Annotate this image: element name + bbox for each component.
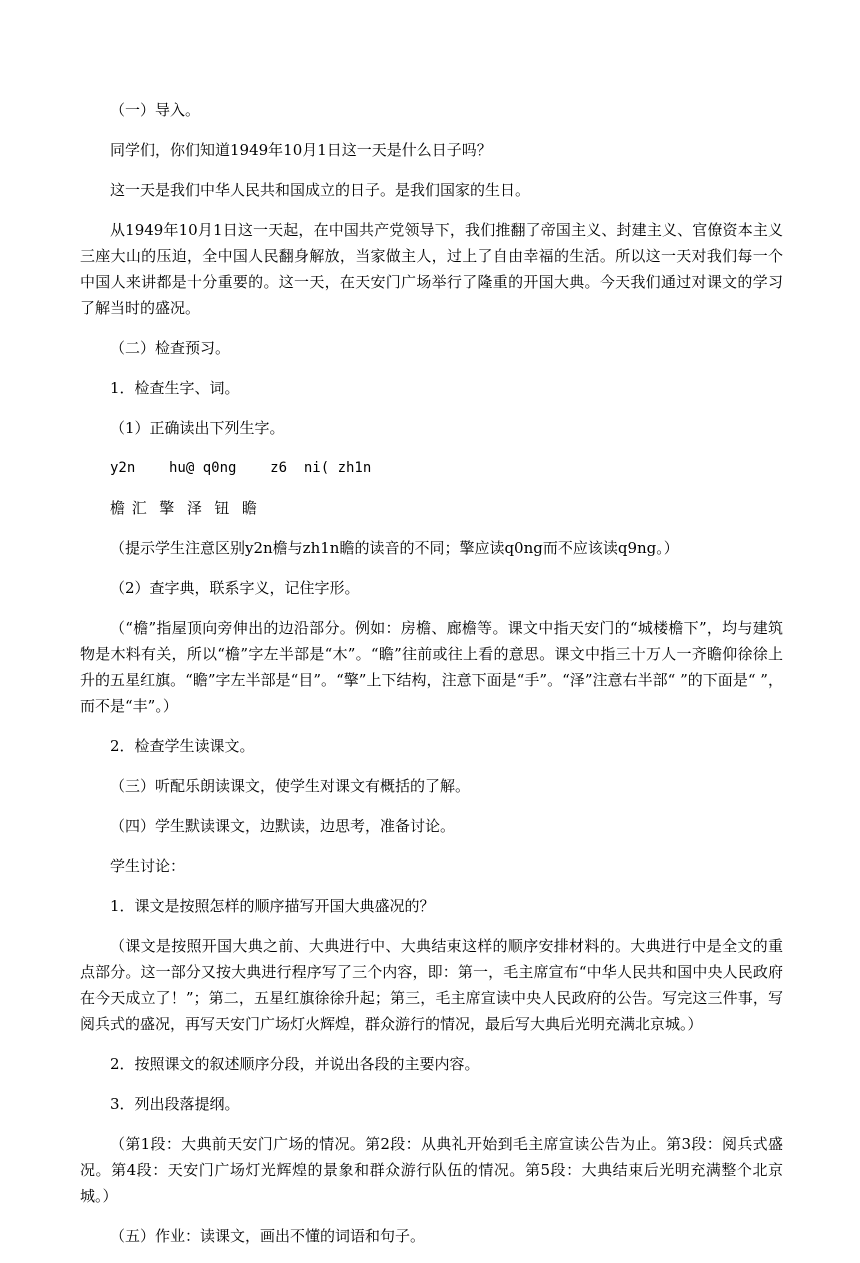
list-item: （1）正确读出下列生字。 (110, 419, 285, 437)
character-line: 檐 汇 擎 泽 钮 瞻 (110, 499, 258, 517)
section-heading-silent-reading: （四）学生默读课文，边默读，边思考，准备讨论。 (110, 817, 456, 835)
document-body (80, 97, 783, 1263)
section-heading-preview: （二）检查预习。 (110, 339, 231, 357)
paragraph: （“檐”指屋顶向旁伸出的边沿部分。例如：房檐、廊檐等。课文中指天安门的“城楼檐下”，均与建筑物是木料有关，所以“檐”字左半部是“木”。“瞻”往前或往上看的意思。课文中指三十万人一齐瞻仰徐徐上升的五星红旗。“瞻”字左半部是“目”。“擎”上下结构，注意下面是“手”。“泽”注意右半部“ ”的下面是“ ”，而不是“丰”。） (80, 619, 783, 715)
pinyin-line: y2n hu@ q0ng z6 ni( zh1n (110, 460, 372, 476)
list-item: 2．检查学生读课文。 (110, 737, 255, 755)
section-heading-homework: （五）作业：读课文，画出不懂的词语和句子。 (110, 1227, 426, 1245)
paragraph: （提示学生注意区别y2n檐与zh1n瞻的读音的不同；擎应读q0ng而不应该读q9ng。） (110, 539, 679, 557)
list-item: （2）查字典，联系字义，记住字形。 (110, 579, 360, 597)
list-item: 1．课文是按照怎样的顺序描写开国大典盛况的？ (110, 897, 435, 915)
paragraph: （第1段：大典前天安门广场的情况。第2段：从典礼开始到毛主席宣读公告为止。第3段：阅兵式盛况。第4段：天安门广场灯光辉煌的景象和群众游行队伍的情况。第5段：大典结束后光明充满整个北京城。） (80, 1135, 783, 1205)
list-item: 2．按照课文的叙述顺序分段，并说出各段的主要内容。 (110, 1055, 480, 1073)
list-item: 1．检查生字、词。 (110, 379, 240, 397)
list-item: 3．列出段落提纲。 (110, 1095, 240, 1113)
section-heading-intro: （一）导入。 (110, 101, 201, 119)
section-heading-listen: （三）听配乐朗读课文，使学生对课文有概括的了解。 (110, 777, 471, 795)
paragraph: 同学们，你们知道1949年10月1日这一天是什么日子吗？ (110, 141, 492, 159)
paragraph: （课文是按照开国大典之前、大典进行中、大典结束这样的顺序安排材料的。大典进行中是全文的重点部分。这一部分又按大典进行程序写了三个内容，即：第一，毛主席宣布“中华人民共和国中央人民政府在今天成立了！”；第二，五星红旗徐徐升起；第三，毛主席宣读中央人民政府的公告。写完这三件事，写阅兵式的盛况，再写天安门广场灯火辉煌，群众游行的情况，最后写大典后光明充满北京城。） (80, 937, 783, 1033)
paragraph: 从1949年10月1日这一天起，在中国共产党领导下，我们推翻了帝国主义、封建主义、官僚资本主义三座大山的压迫，全中国人民翻身解放，当家做主人，过上了自由幸福的生活。所以这一天对我们每一个中国人来讲都是十分重要的。这一天，在天安门广场举行了隆重的开国大典。今天我们通过对课文的学习了解当时的盛况。 (80, 221, 783, 317)
paragraph: 这一天是我们中华人民共和国成立的日子。是我们国家的生日。 (110, 181, 531, 199)
paragraph: 学生讨论： (110, 857, 186, 875)
